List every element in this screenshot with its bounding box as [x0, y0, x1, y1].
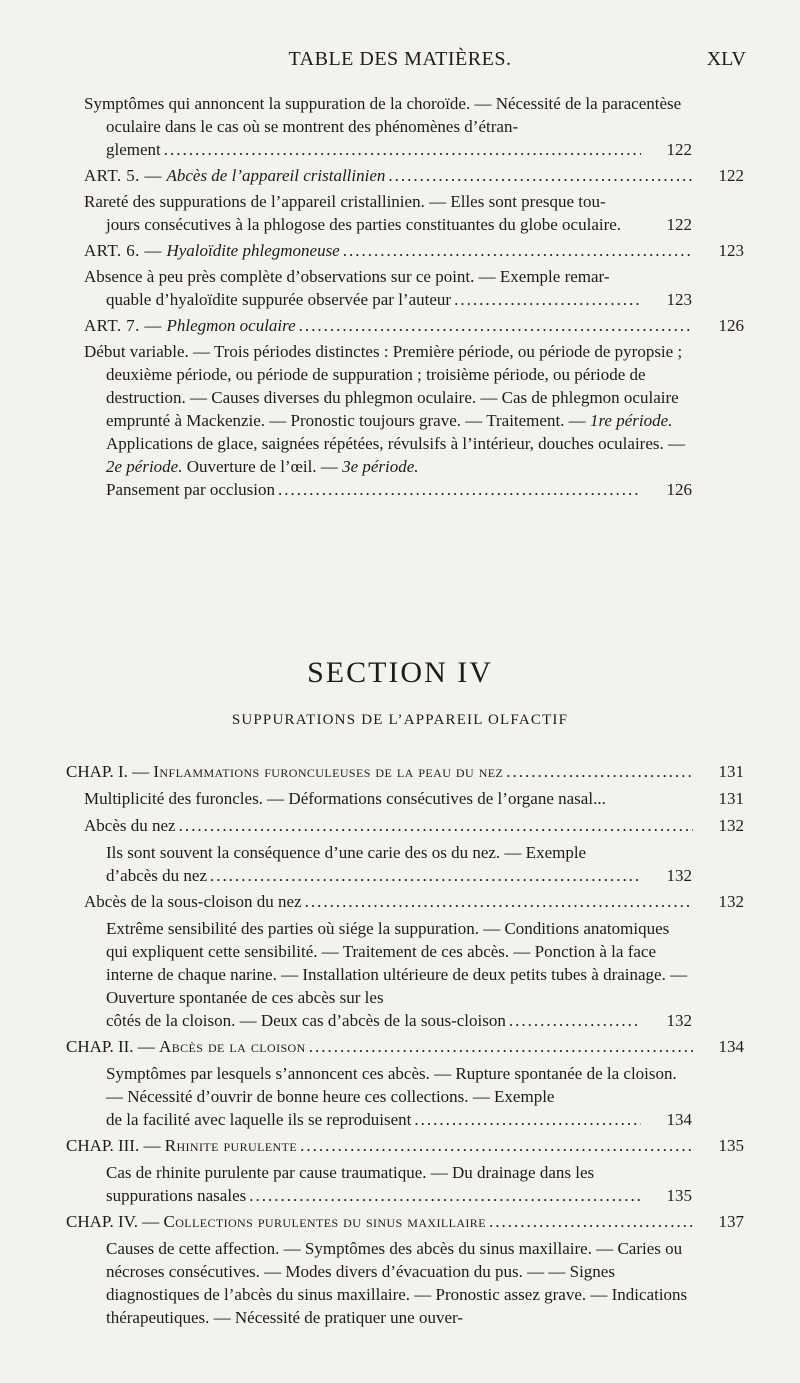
toc-article-7[interactable]: [84, 314, 744, 337]
entry-last-line: quable d’hyaloïdite suppurée observée par l’auteur: [106, 290, 452, 309]
toc-top-block: [84, 92, 744, 504]
entry-last-line: d’abcès du nez: [106, 866, 208, 885]
chapter-label: CHAP. III. —: [66, 1136, 165, 1155]
page-ref: 132: [666, 866, 692, 885]
page-ref: 134: [666, 1110, 692, 1129]
page-ref: 126: [718, 316, 744, 335]
running-title: TABLE DES MATIÈRES.: [288, 48, 512, 70]
toc-entry-phlegmon: Début variable. — Trois périodes distinctes : Première période, ou période de pyropsie ; deuxième période, ou période de suppuration ; troisième période, ou période de destruction. — Causes diverses du phlegmon oculaire. — Cas de phlegmon oculaire emprunté à Mackenzie. — Pronostic toujours grave. — Traitement. — 1re période. Applications de glace, saignées répétées, révulsifs à l’intérieur, douches oculaires. — 2e période. Ouverture de l’œil. — 3e période. Pansement par occlusion ..... 126: [84, 340, 744, 501]
page-ref: 122: [666, 215, 692, 234]
toc-item[interactable]: Abcès du nez ..... 132: [84, 814, 744, 837]
chapter-label: CHAP. IV. —: [66, 1212, 164, 1231]
article-title: Hyaloïdite phlegmoneuse: [166, 241, 340, 260]
toc-item[interactable]: Abcès de la sous-cloison du nez ..... 132: [84, 890, 744, 913]
entry-last-line: Pansement par occlusion: [106, 480, 276, 499]
period-label: 3e période.: [342, 457, 419, 476]
toc-entry-cloison: Symptômes par lesquels s’annoncent ces abcès. — Rupture spontanée de la cloison. — Nécessité d’ouvrir de bonne heure ces collections. — Exemple de la facilité avec laquelle ils se reproduisent ..... 134: [84, 1062, 744, 1131]
page-number: XLV: [706, 48, 746, 70]
toc-entry-rhinite: Cas de rhinite purulente par cause traumatique. — Du drainage dans les suppurations nasales ..... 135: [84, 1161, 744, 1207]
page-ref: 134: [718, 1037, 744, 1056]
article-label: ART. 7. —: [84, 316, 167, 335]
toc-entry-choroide: Symptômes qui annoncent la suppuration de la choroïde. — Nécessité de la paracentèse oculaire dans le cas où se montrent des phénomènes d’étran- glement ..... 122: [84, 92, 744, 161]
toc-chapter-3[interactable]: [66, 1134, 744, 1157]
page-ref: 123: [666, 290, 692, 309]
page-ref: 131: [718, 762, 744, 781]
running-head: [0, 48, 800, 72]
page-ref: 135: [718, 1136, 744, 1155]
page-ref: 137: [718, 1212, 744, 1231]
page-ref: 122: [718, 166, 744, 185]
toc-item[interactable]: Multiplicité des furoncles. — Déformations consécutives de l’organe nasal... 131: [84, 789, 744, 808]
toc-chapter-1[interactable]: [66, 760, 744, 783]
chapter-title: Inflammations furonculeuses de la peau du nez: [153, 762, 504, 781]
toc-section-block: [66, 760, 744, 1329]
toc-article-6[interactable]: [84, 239, 744, 262]
entry-last-line: glement: [106, 140, 161, 159]
chapter-label: CHAP. II. —: [66, 1037, 160, 1056]
toc-article-5[interactable]: [84, 164, 744, 187]
entry-last-line: jours consécutives à la phlogose des parties constituantes du globe oculaire.: [106, 215, 622, 234]
page-ref: 132: [718, 816, 744, 835]
toc-entry-sinus: Causes de cette affection. — Symptômes des abcès du sinus maxillaire. — Caries ou nécroses consécutives. — Modes divers d’évacuation du pus. — — Signes diagnostiques de l’abcès du sinus maxillaire. — Pronostic assez grave. — Indications thérapeutiques. — Nécessité de pratiquer une ouver-: [106, 1239, 688, 1327]
entry-last-line: suppurations nasales: [106, 1186, 247, 1205]
chapter-title: Rhinite purulente: [164, 1136, 298, 1155]
article-label: ART. 6. —: [84, 241, 167, 260]
entry-last-line: côtés de la cloison. — Deux cas d’abcès de la sous-cloison: [106, 1011, 506, 1030]
toc-entry-cristallinien: Rareté des suppurations de l’appareil cristallinien. — Elles sont presque tou- jours consécutives à la phlogose des parties constituantes du globe oculaire. 122: [84, 192, 692, 234]
page-ref: 122: [666, 140, 692, 159]
toc-entry-carie: Ils sont souvent la conséquence d’une carie des os du nez. — Exemple d’abcès du nez ..... 132: [84, 841, 744, 887]
chapter-label: CHAP. I. —: [66, 762, 154, 781]
page-ref: 123: [718, 241, 744, 260]
chapter-title: Collections purulentes du sinus maxillaire: [163, 1212, 486, 1231]
section-subtitle: SUPPURATIONS DE L’APPAREIL OLFACTIF: [231, 712, 569, 728]
article-title: Phlegmon oculaire: [166, 316, 296, 335]
article-label: ART. 5. —: [84, 166, 167, 185]
page-ref: 135: [666, 1186, 692, 1205]
entry-last-line: de la facilité avec laquelle ils se reproduisent: [106, 1110, 412, 1129]
period-label: 2e période.: [106, 457, 183, 476]
article-title: Abcès de l’appareil cristallinien: [166, 166, 386, 185]
page-ref: 132: [666, 1011, 692, 1030]
toc-chapter-2[interactable]: [66, 1035, 744, 1058]
toc-entry-hyaloidite: Absence à peu près complète d’observations sur ce point. — Exemple remar- quable d’hyaloïdite suppurée observée par l’auteur ..... 123: [84, 265, 744, 311]
page-ref: 131: [718, 789, 744, 808]
toc-chapter-4[interactable]: [66, 1210, 744, 1233]
section-title: SECTION IV: [307, 656, 493, 689]
period-label: 1re période.: [589, 411, 673, 430]
page-ref: 132: [718, 892, 744, 911]
toc-entry-sous-cloison: Extrême sensibilité des parties où siége la suppuration. — Conditions anatomiques qui expliquent cette sensibilité. — Traitement de ces abcès. — Ponction à la face interne de chaque narine. — Installation ultérieure de deux petits tubes à drainage. — Ouverture spontanée de ces abcès sur les côtés de la cloison. — Deux cas d’abcès de la sous-cloison ..... 132: [84, 917, 744, 1032]
page-ref: 126: [666, 480, 692, 499]
chapter-title: Abcès de la cloison: [159, 1037, 306, 1056]
